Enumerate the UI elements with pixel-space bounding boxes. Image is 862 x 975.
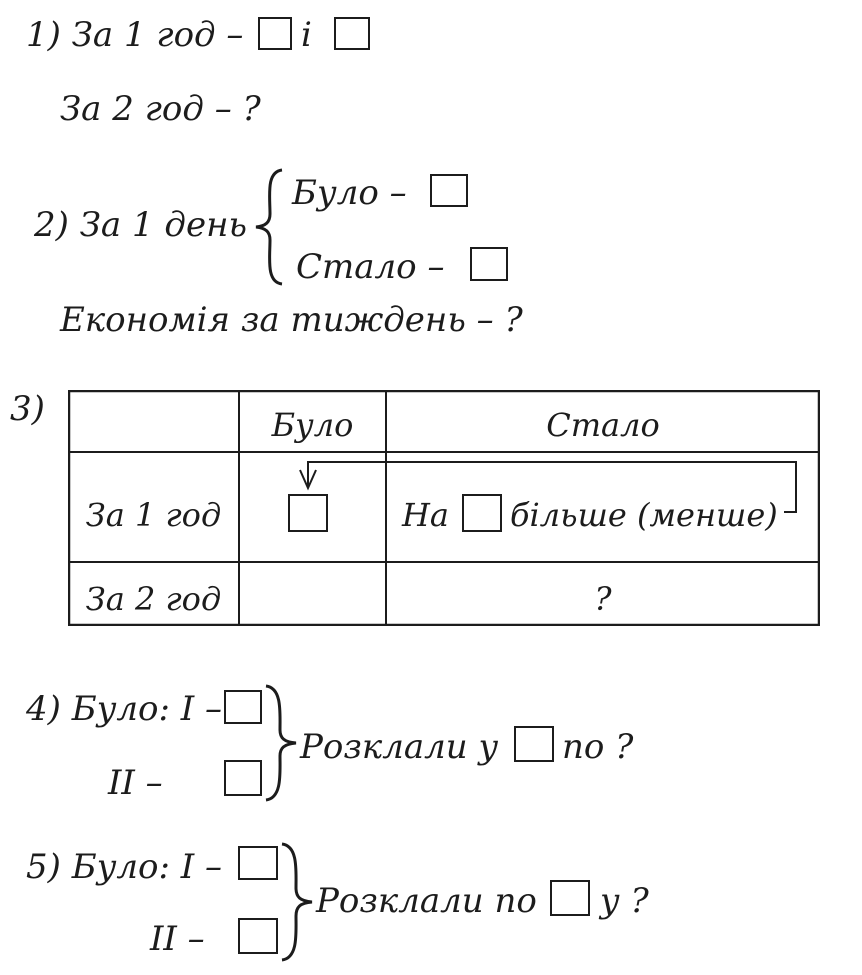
task5-brace: [278, 840, 318, 964]
task3-row2-question: ?: [594, 580, 612, 618]
task4-result-box: [514, 726, 554, 762]
task5-box-1: [238, 846, 278, 880]
task3-table: [68, 390, 820, 626]
task1-conjunction: і: [301, 15, 312, 55]
task5-result-post: у ?: [600, 881, 649, 921]
task4-result-post: по ?: [562, 727, 634, 767]
task3-row2-label: За 2 год: [85, 580, 222, 618]
task4-result-pre: Розклали у: [300, 727, 499, 767]
task4-second: II –: [108, 763, 163, 803]
task3-row1-on: На: [402, 496, 449, 534]
task3-row1-label: За 1 год: [85, 496, 222, 534]
task5-result-box: [550, 880, 590, 916]
task1-box-a: [258, 17, 292, 50]
task3-label: 3): [10, 389, 45, 429]
task5-result-pre: Розклали по: [316, 881, 537, 921]
task4-label: 4) Було: I –: [26, 689, 223, 729]
task3-header-became: Стало: [546, 406, 660, 444]
task5-second: II –: [150, 919, 205, 959]
task2-was-box: [430, 174, 468, 207]
task2-label: 2) За 1 день: [34, 205, 247, 245]
task3-header-was: Було: [271, 406, 354, 444]
task1-line1-label: 1) За 1 год –: [26, 15, 244, 55]
task1-line2: За 2 год – ?: [60, 89, 261, 129]
task4-brace: [262, 682, 302, 804]
task3-row1-was-box: [288, 494, 328, 532]
task2-brace: [252, 166, 286, 288]
task5-label: 5) Було: I –: [26, 847, 223, 887]
task4-box-1: [224, 690, 262, 724]
task3-row1-diff-box: [462, 494, 502, 532]
task4-box-2: [224, 760, 262, 796]
task2-question: Економія за тиждень – ?: [60, 300, 523, 340]
task2-was: Було –: [292, 173, 407, 213]
task2-became: Стало –: [296, 247, 445, 287]
task3-row1-rest: більше (менше): [510, 496, 778, 534]
task5-box-2: [238, 918, 278, 954]
task2-became-box: [470, 247, 508, 281]
task1-box-b: [334, 17, 370, 50]
